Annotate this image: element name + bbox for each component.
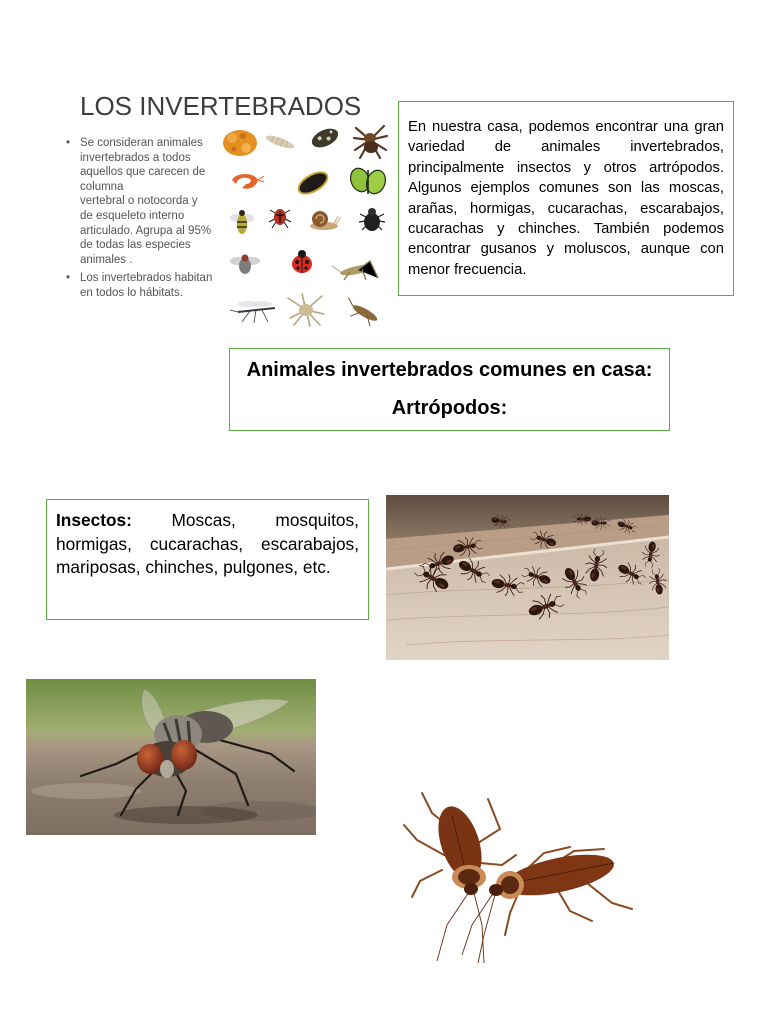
insects-list-text: Moscas, mosquitos, hormigas, cucarachas, escarabajos, mariposas, chinches, pulgones, etc. bbox=[56, 510, 359, 577]
bullet-line: animales . bbox=[80, 253, 133, 266]
bullet-line: de todas las especies bbox=[80, 239, 191, 252]
pronotum-mark bbox=[458, 869, 480, 885]
fly-thumbnail bbox=[230, 255, 260, 275]
butterfly-thumbnail bbox=[347, 166, 388, 197]
larva-thumbnail bbox=[265, 133, 296, 151]
intro-text-box bbox=[398, 101, 734, 296]
snail-thumbnail bbox=[310, 211, 341, 230]
shrimp-thumbnail bbox=[232, 174, 264, 189]
ants-photo bbox=[386, 495, 669, 660]
pronotum-mark bbox=[501, 876, 519, 894]
fly-shadow bbox=[114, 806, 258, 824]
bullet-line: en todos lo hábitats. bbox=[80, 286, 183, 299]
intro-paragraph: En nuestra casa, podemos encontrar una gran variedad de animales invertebrados, principalmente insectos y otros artrópodos. Algunos ejemplos comunes son las moscas, arañas, hormigas, cucarachas, escarabajos, cucarachas y chinches. También podemos encontrar gusanos y moluscos, aunque con menor frecuencia. bbox=[408, 119, 724, 278]
sponge-thumbnail bbox=[223, 130, 257, 156]
bullet-line: articulado. Agrupa al 95% bbox=[80, 224, 212, 237]
infographic-bullet-item bbox=[66, 271, 212, 300]
section-heading-box bbox=[229, 348, 670, 431]
bullet-line: invertebrados a todos bbox=[80, 151, 191, 164]
housefly-photo bbox=[26, 679, 316, 835]
bullet-dot: • bbox=[66, 137, 71, 149]
section-heading: Animales invertebrados comunes en casa: bbox=[246, 359, 653, 381]
bullet-line: Los invertebrados habitan bbox=[80, 272, 213, 284]
bullet-line: Se consideran animales bbox=[80, 137, 203, 149]
fly-eye bbox=[171, 740, 197, 770]
cockroach-head bbox=[489, 884, 503, 896]
cricket-thumbnail bbox=[341, 298, 380, 329]
insects-label: Insectos: bbox=[56, 510, 132, 530]
black-beetle-thumbnail bbox=[359, 208, 385, 231]
cockroaches-photo bbox=[392, 785, 637, 965]
bullet-line: aquellos que carecen de bbox=[80, 166, 206, 179]
bullet-text bbox=[80, 136, 211, 267]
invertebrate-thumbnails bbox=[220, 118, 395, 330]
bullet-line: columna bbox=[80, 180, 124, 193]
bullet-dot: • bbox=[66, 272, 71, 284]
surface-texture bbox=[31, 783, 141, 799]
infographic-bullet-item bbox=[66, 136, 211, 267]
cockroach-head bbox=[464, 883, 478, 895]
bullet-text bbox=[80, 271, 212, 300]
ladybird-thumbnail bbox=[292, 250, 312, 273]
bullet-line: vertebral o notocorda y bbox=[80, 195, 198, 208]
bee-thumbnail bbox=[230, 210, 254, 234]
section-subheading: Artrópodos: bbox=[391, 397, 508, 419]
tarantula-thumbnail bbox=[354, 126, 387, 158]
bullet-line: de esqueleto interno bbox=[80, 209, 185, 222]
firebug-thumbnail bbox=[269, 209, 291, 228]
grasshopper-thumbnail bbox=[332, 261, 378, 280]
beetle-thumbnail bbox=[294, 167, 332, 200]
fly-eye bbox=[137, 744, 163, 774]
insects-text-box bbox=[46, 499, 369, 620]
crab-spider-thumbnail bbox=[288, 294, 324, 326]
infographic-title: LOS INVERTEBRADOS bbox=[80, 91, 362, 121]
insects-paragraph bbox=[56, 509, 359, 580]
mosquito-thumbnail bbox=[230, 301, 275, 323]
moth-thumbnail bbox=[309, 125, 341, 151]
fly-face bbox=[160, 760, 174, 778]
